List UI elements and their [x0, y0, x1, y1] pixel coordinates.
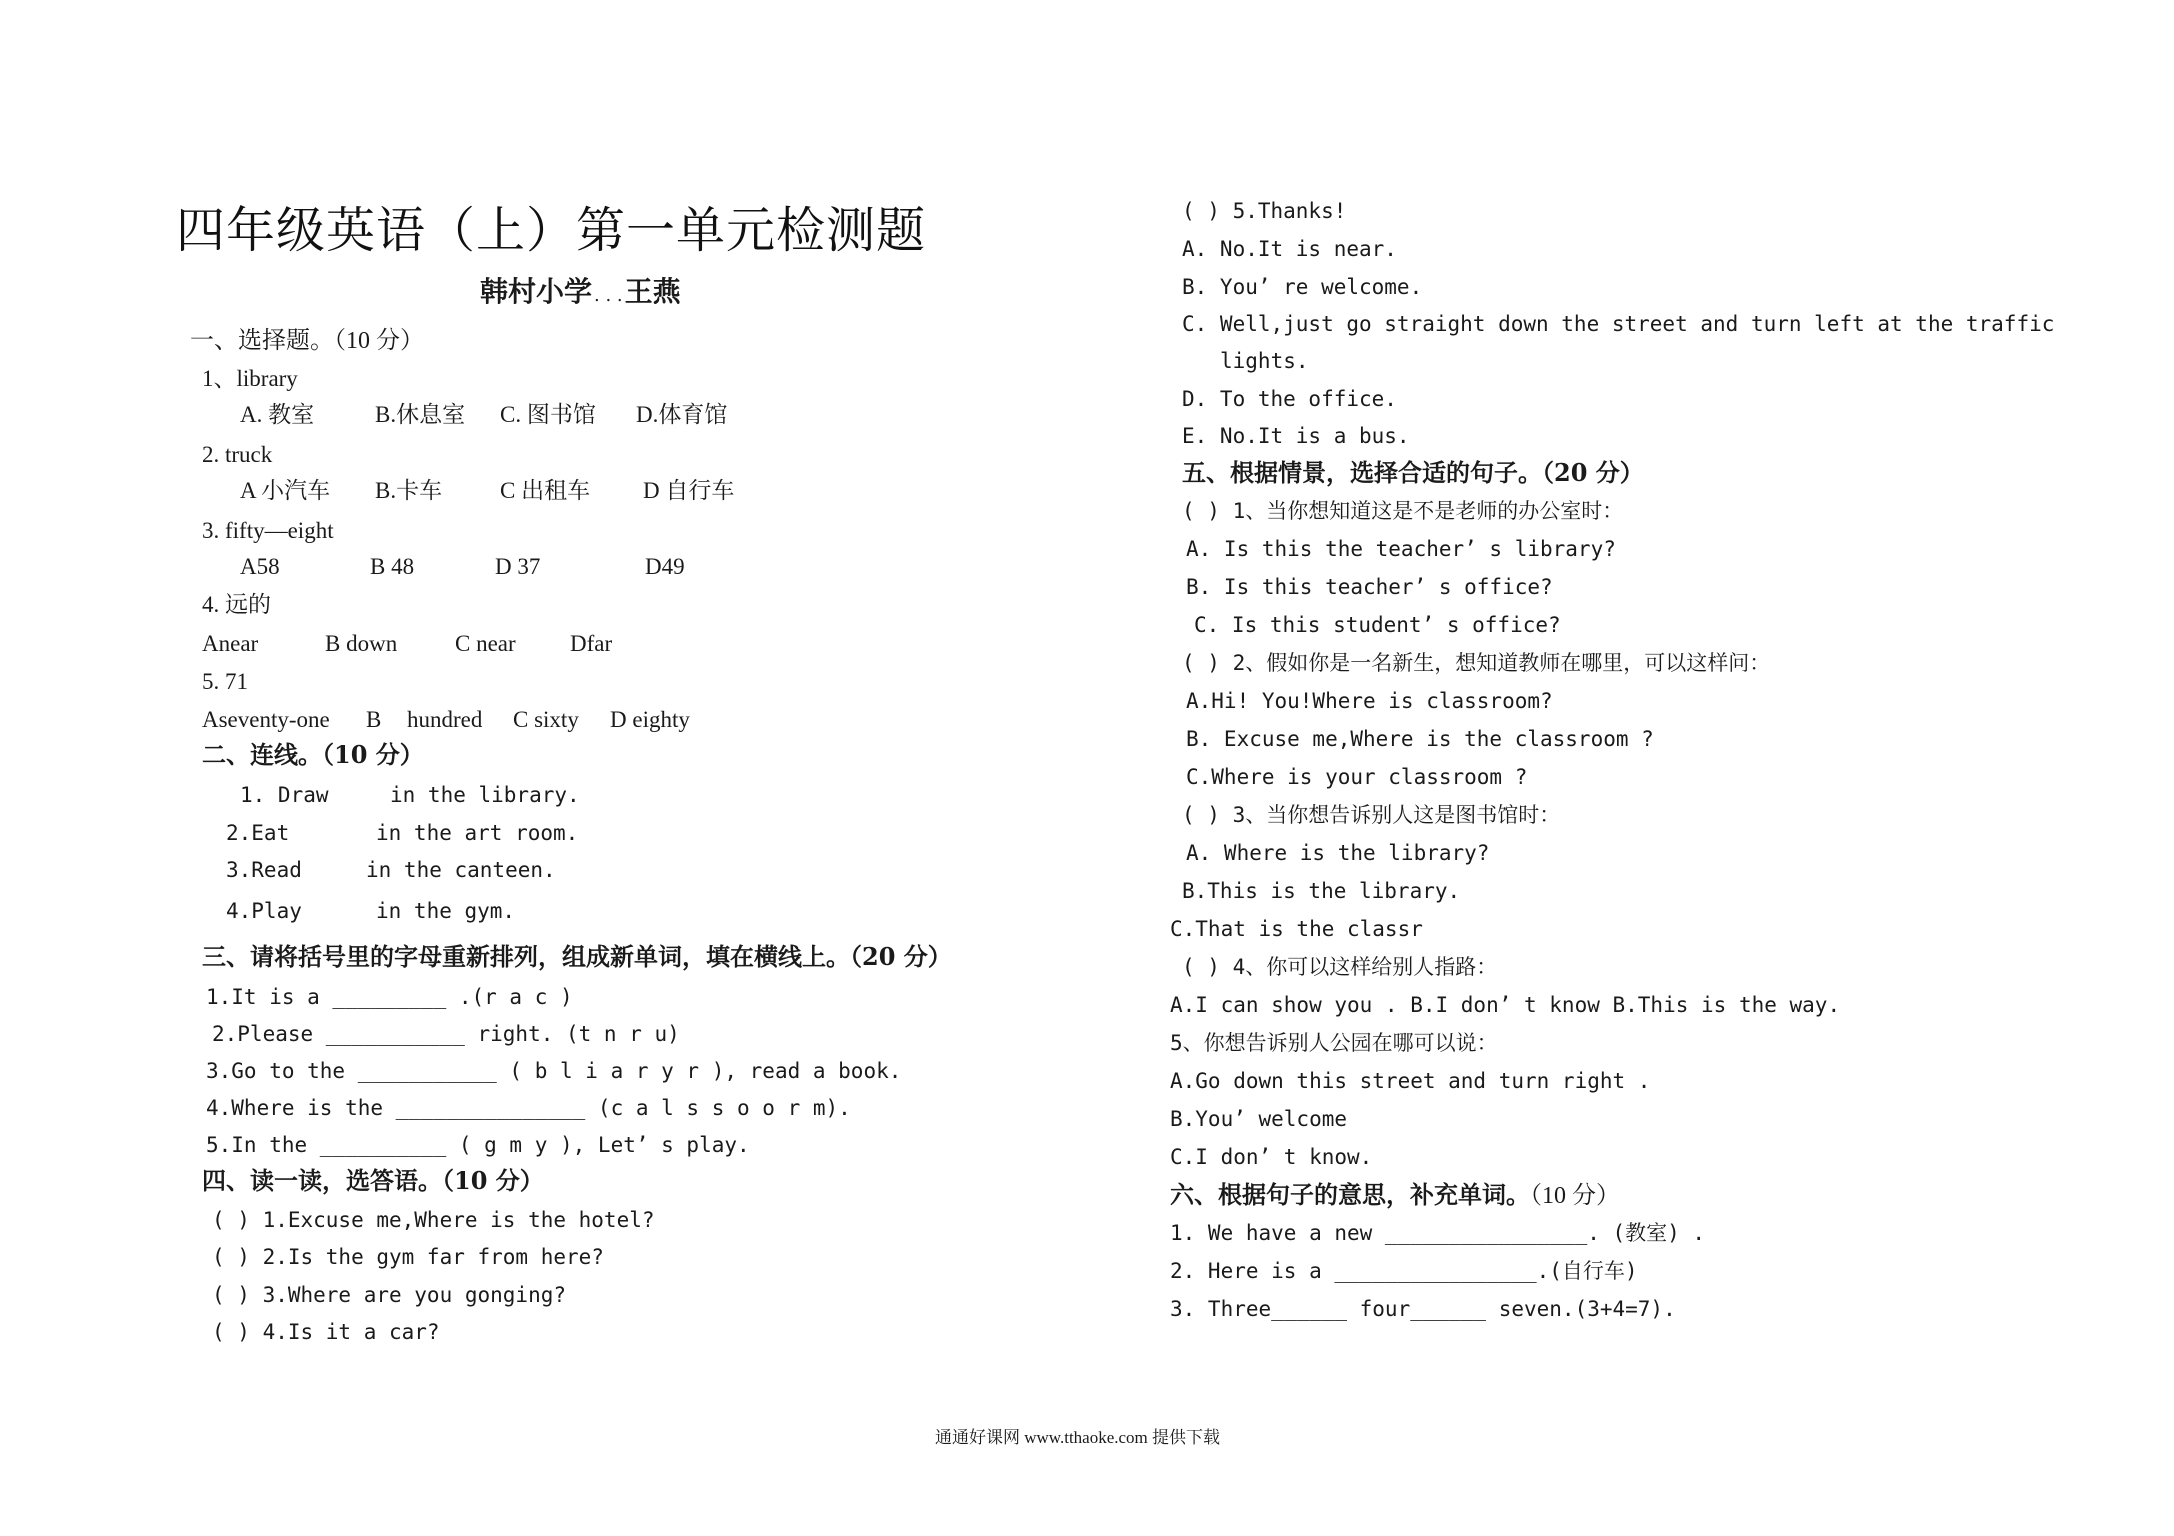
dialogue-answer: C. Well,just go straight down the street and turn left at the traffic — [1182, 312, 2055, 336]
unscramble-item: 2.Please ___________ right. (t n r u) — [212, 1022, 680, 1046]
author-name: 王燕 — [624, 275, 681, 308]
option: A58 — [240, 554, 280, 579]
option: hundred — [407, 707, 483, 732]
match-place: in the library. — [390, 783, 580, 807]
q1-stem: 1、library — [202, 366, 298, 391]
situation-option: A. Is this the teacher’ s library? — [1186, 537, 1616, 561]
match-verb: 3.Read — [226, 858, 302, 882]
situation-question: ( ) 4、你可以这样给别人指路： — [1182, 955, 1498, 979]
match-verb: 2.Eat — [226, 821, 290, 845]
section6-title: 六、根据句子的意思，补充单词。 — [1170, 1180, 1530, 1209]
section4-heading: 四、读一读，选答语。（10 分） — [202, 1166, 544, 1195]
situation-option: C.I don’ t know. — [1170, 1145, 1373, 1169]
option: B down — [325, 631, 398, 656]
situation-option: A.Hi! You!Where is classroom? — [1186, 689, 1553, 713]
match-verb: 1. Draw — [240, 783, 329, 807]
fill-in-item: 2. Here is a ________________.(自行车) — [1170, 1259, 1638, 1283]
dialogue-question: ( ) 5.Thanks! — [1182, 199, 1347, 223]
situation-option: A.I can show you . B.I don’ t know B.This is the way. — [1170, 993, 1841, 1017]
situation-option: A.Go down this street and turn right . — [1170, 1069, 1651, 1093]
q4-stem: 4. 远的 — [202, 592, 271, 617]
fill-in-item: 1. We have a new ________________. (教室) . — [1170, 1221, 1706, 1245]
dialogue-question: ( ) 4.Is it a car? — [212, 1320, 440, 1344]
situation-question: 5、你想告诉别人公园在哪可以说： — [1170, 1031, 1498, 1055]
option: D eighty — [610, 707, 690, 732]
byline — [480, 270, 681, 310]
situation-question: ( ) 3、当你想告诉别人这是图书馆时： — [1182, 803, 1561, 827]
unscramble-item: 5.In the __________ ( g m y ), Let’ s play. — [206, 1133, 750, 1157]
match-place: in the gym. — [376, 899, 516, 923]
option: B.卡车 — [375, 478, 443, 503]
dialogue-answer: E. No.It is a bus. — [1182, 424, 1410, 448]
byline-dots: . . . — [594, 285, 623, 306]
section6-score: （10 分） — [1530, 1183, 1620, 1209]
situation-option: C.That is the classr — [1170, 917, 1423, 941]
situation-question: ( ) 2、假如你是一名新生，想知道教师在哪里，可以这样问： — [1182, 651, 1771, 675]
option: C near — [455, 631, 516, 656]
option: D 自行车 — [643, 478, 735, 503]
dialogue-answer: A. No.It is near. — [1182, 237, 1397, 261]
section2-heading: 二、连线。（10 分） — [202, 740, 424, 769]
option: B — [366, 707, 382, 732]
situation-option: A. Where is the library? — [1186, 841, 1490, 865]
situation-option: B. Is this teacher’ s office? — [1186, 575, 1553, 599]
q5-stem: 5. 71 — [202, 669, 248, 694]
situation-option: B.You’ welcome — [1170, 1107, 1348, 1131]
option: A 小汽车 — [240, 478, 331, 503]
fill-in-item: 3. Three______ four______ seven.(3+4=7). — [1170, 1297, 1676, 1321]
option: A. 教室 — [240, 402, 315, 427]
option: Anear — [202, 631, 259, 656]
dialogue-answer: lights. — [1220, 349, 1309, 373]
dialogue-answer: B. You’ re welcome. — [1182, 275, 1423, 299]
situation-option: B.This is the library. — [1182, 879, 1461, 903]
dialogue-question: ( ) 2.Is the gym far from here? — [212, 1245, 604, 1269]
section1-heading: 一、选择题。（10 分） — [190, 328, 424, 354]
option: D.体育馆 — [636, 402, 728, 427]
match-place: in the art room. — [376, 821, 579, 845]
footer-credit: 通通好课网 www.tthaoke.com 提供下载 — [935, 1428, 1221, 1447]
option: Dfar — [570, 631, 613, 656]
situation-question: ( ) 1、当你想知道这是不是老师的办公室时： — [1182, 499, 1624, 523]
option: C. 图书馆 — [500, 402, 596, 427]
q3-stem: 3. fifty—eight — [202, 518, 334, 543]
dialogue-question: ( ) 3.Where are you gonging? — [212, 1283, 567, 1307]
option: B 48 — [370, 554, 415, 579]
match-verb: 4.Play — [226, 899, 302, 923]
unscramble-item: 3.Go to the ___________ ( b l i a r y r ), read a book. — [206, 1059, 902, 1083]
option: C 出租车 — [500, 478, 591, 503]
dialogue-question: ( ) 1.Excuse me,Where is the hotel? — [212, 1208, 655, 1232]
option: Aseventy-one — [202, 707, 330, 732]
match-place: in the canteen. — [366, 858, 556, 882]
situation-option: C.Where is your classroom ? — [1186, 765, 1528, 789]
unscramble-item: 1.It is a _________ .(r a c ) — [206, 985, 573, 1009]
q2-stem: 2. truck — [202, 442, 273, 467]
section6-heading — [1170, 1180, 1620, 1211]
section3-heading: 三、请将括号里的字母重新排列，组成新单词，填在横线上。（20 分） — [202, 942, 952, 971]
option: D 37 — [495, 554, 541, 579]
dialogue-answer: D. To the office. — [1182, 387, 1397, 411]
unscramble-item: 4.Where is the _______________ (c a l s s o o r m). — [206, 1096, 851, 1120]
option: B.休息室 — [375, 402, 466, 427]
situation-option: B. Excuse me,Where is the classroom ? — [1186, 727, 1654, 751]
situation-option: C. Is this student’ s office? — [1194, 613, 1561, 637]
option: D49 — [645, 554, 685, 579]
school-name: 韩村小学 — [480, 275, 593, 308]
page-title: 四年级英语（上）第一单元检测题 — [176, 202, 927, 259]
option: C sixty — [513, 707, 579, 732]
section5-heading: 五、根据情景，选择合适的句子。（20 分） — [1182, 458, 1644, 487]
